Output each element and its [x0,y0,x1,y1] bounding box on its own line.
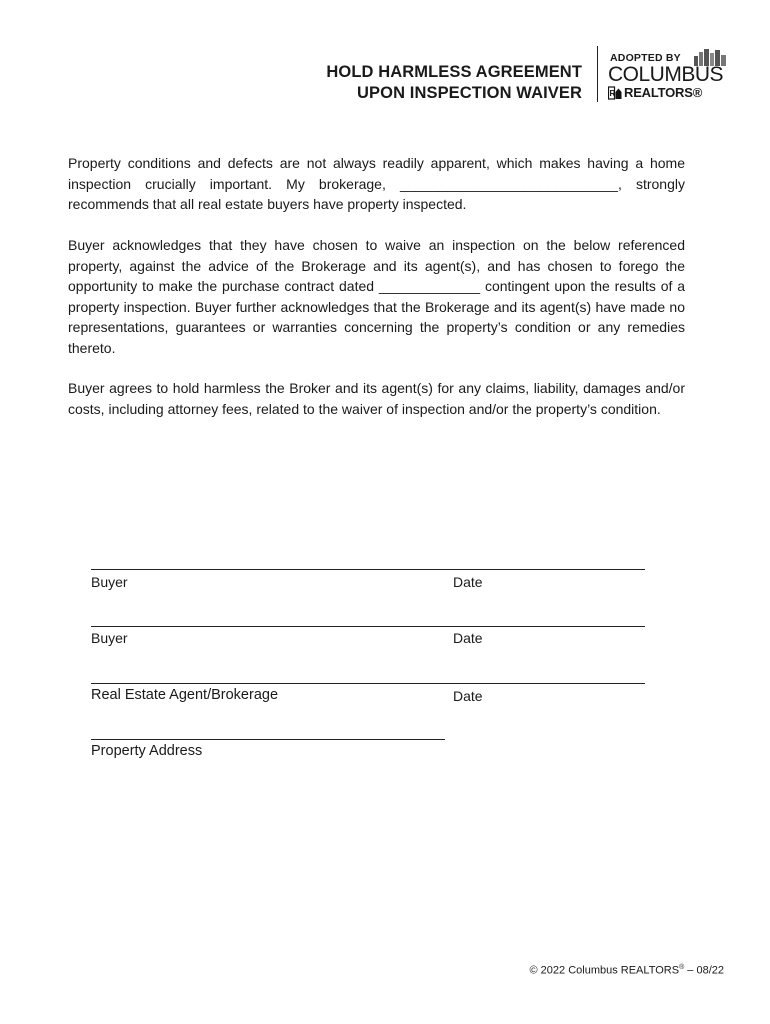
buyer-1-label: Buyer [91,574,128,590]
brokerage-blank[interactable]: ____________________________ [399,175,618,192]
property-address-line[interactable] [91,739,445,740]
logo-divider [597,46,598,102]
date-3-label: Date [453,688,483,704]
buyer-2-label: Buyer [91,630,128,646]
footer-copyright [530,964,724,977]
p2-text-b: contingent upon the results of a property inspection. Buyer further acknowledges that the Brokerage and its agent(s) have made no representations, guarantees or warranties concerning the property’s condition or any remedies thereto. [68,278,685,356]
paragraph-buyer-acknowledgment [68,235,685,358]
logo-realtors: REALTORS® [624,85,703,100]
agent-brokerage-label: Real Estate Agent/Brokerage [91,687,279,703]
contract-date-blank[interactable]: _____________ [378,278,481,294]
p1-text-b: , strongly recommends that all real estate buyers have property inspected. [68,175,685,212]
date-1-label: Date [453,574,483,590]
property-address-label: Property Address [91,743,203,759]
buyer-1-signature-line[interactable] [91,569,645,570]
agent-signature-line[interactable] [91,683,645,684]
paragraph-inspection-importance [68,153,685,215]
logo-columbus: COLUMBUS [608,63,724,86]
footer-reg-mark: ® [679,964,685,971]
document-title [326,62,582,104]
title-line-1: HOLD HARMLESS AGREEMENT [326,63,582,81]
svg-text:R: R [609,89,616,98]
paragraph-hold-harmless: Buyer agrees to hold harmless the Broker and its agent(s) for any claims, liability, damages and/or costs, including attorney fees, related to the waiver of inspection and/or the property’s condition. [68,380,685,417]
title-line-2: UPON INSPECTION WAIVER [357,84,582,102]
p1-text-a: Property conditions and defects are not always readily apparent, which makes having a home inspection crucially important. My brokerage, [68,155,685,192]
footer-text-b: – 08/22 [684,964,724,977]
columbus-realtors-logo [608,48,728,104]
realtor-house-icon [608,86,622,100]
buyer-2-signature-line[interactable] [91,626,645,627]
logo-adopted-by: ADOPTED BY [610,52,681,64]
date-2-label: Date [453,630,483,646]
footer-text-a: © 2022 Columbus REALTORS [529,964,680,977]
p2-text-a: Buyer acknowledges that they have chosen to waive an inspection on the below referenced property, against the advice of the Brokerage and its agent(s), and has chosen to forego the opportunity to make the purchase contract dated [68,237,685,294]
